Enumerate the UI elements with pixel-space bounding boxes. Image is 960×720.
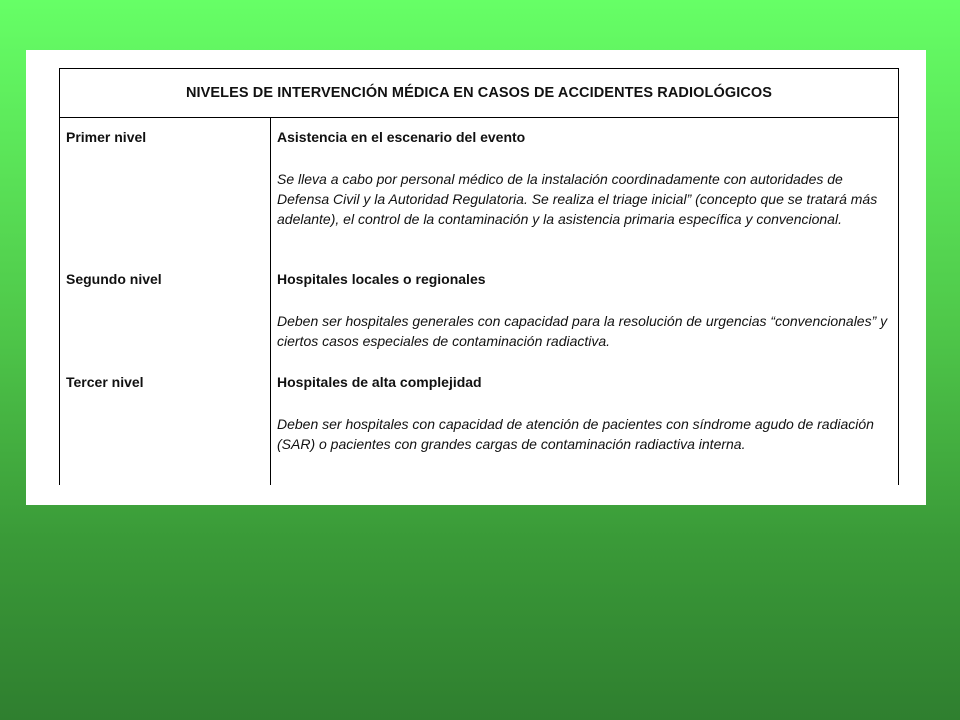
level-description: Deben ser hospitales generales con capacidad para la resolución de urgencias “convencionales” y ciertos casos especiales de contaminación radiactiva.: [277, 313, 888, 349]
level-title: Hospitales locales o regionales: [277, 271, 486, 287]
slide-panel: [26, 50, 926, 505]
level-label: Segundo nivel: [66, 271, 162, 287]
level-title: Asistencia en el escenario del evento: [277, 129, 526, 145]
intervention-levels-table: [59, 68, 899, 485]
level-label: Tercer nivel: [66, 374, 144, 390]
column-divider: [270, 118, 271, 485]
level-label: Primer nivel: [66, 129, 147, 145]
table-title: NIVELES DE INTERVENCIÓN MÉDICA EN CASOS DE ACCIDENTES RADIOLÓGICOS: [60, 69, 898, 118]
level-title: Hospitales de alta complejidad: [277, 374, 482, 390]
level-description: Deben ser hospitales con capacidad de atención de pacientes con síndrome agudo de radiación (SAR) o pacientes con grandes cargas de contaminación radiactiva interna.: [277, 416, 874, 452]
level-description: Se lleva a cabo por personal médico de la instalación coordinadamente con autoridades de Defensa Civil y la Autoridad Regulatoria. Se realiza el triage inicial” (concepto que se tratará más adelante), el control de la contaminación y la asistencia primaria específica y convencional.: [277, 171, 878, 227]
